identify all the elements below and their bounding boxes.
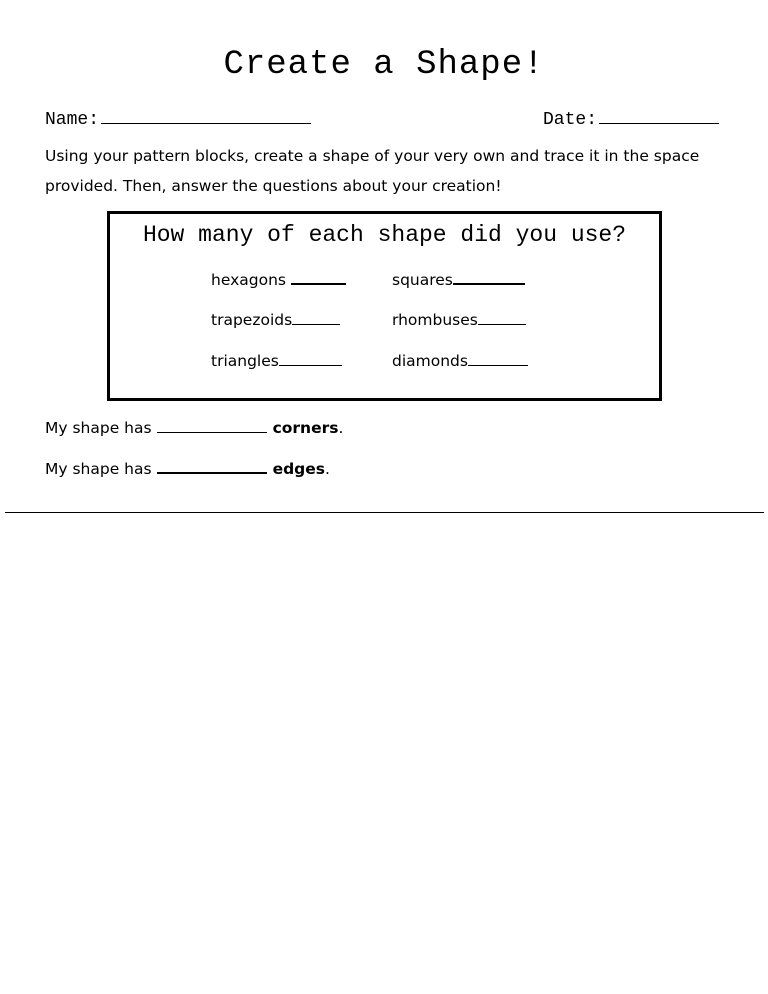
diamonds-blank[interactable] — [468, 351, 528, 366]
date-field — [543, 105, 719, 130]
shape-item-trapezoids — [211, 310, 340, 329]
triangles-blank[interactable] — [279, 351, 342, 366]
hexagons-blank[interactable] — [291, 269, 346, 285]
corners-blank[interactable] — [157, 418, 267, 433]
trapezoids-blank[interactable] — [292, 310, 340, 325]
section-divider — [5, 512, 764, 513]
edges-blank[interactable] — [157, 458, 267, 474]
shape-label-hexagons: hexagons — [211, 271, 286, 289]
shape-item-rhombuses — [392, 310, 526, 329]
shape-label-trapezoids: trapezoids — [211, 311, 293, 329]
box-heading: How many of each shape did you use? — [142, 222, 627, 248]
shape-item-diamonds — [392, 351, 528, 370]
page-title: Create a Shape! — [223, 46, 545, 84]
instructions-text: Using your pattern blocks, create a shape of your very own and trace it in the space provided. Then, answer the questions about your creation! — [45, 147, 700, 195]
edges-word: edges — [272, 460, 326, 478]
shape-label-diamonds: diamonds — [392, 352, 468, 370]
corners-question — [45, 418, 343, 437]
corners-suffix: . — [338, 419, 344, 437]
shape-item-triangles — [211, 351, 342, 370]
name-field — [45, 105, 311, 130]
shape-count-box — [107, 211, 662, 401]
date-label: Date: — [543, 110, 598, 130]
squares-blank[interactable] — [453, 269, 525, 285]
rhombuses-blank[interactable] — [478, 310, 526, 325]
corners-prefix: My shape has — [45, 419, 152, 437]
name-label: Name: — [45, 110, 100, 130]
shape-label-rhombuses: rhombuses — [392, 311, 478, 329]
shape-label-triangles: triangles — [211, 352, 279, 370]
shape-item-hexagons — [211, 269, 346, 289]
edges-suffix: . — [325, 460, 330, 478]
date-blank[interactable] — [599, 105, 719, 124]
corners-word: corners — [272, 419, 339, 437]
edges-prefix: My shape has — [45, 460, 152, 478]
name-blank[interactable] — [101, 105, 311, 124]
shape-item-squares — [392, 269, 525, 289]
drawing-area[interactable] — [5, 514, 764, 984]
shape-label-squares: squares — [392, 271, 453, 289]
edges-question — [45, 458, 330, 478]
